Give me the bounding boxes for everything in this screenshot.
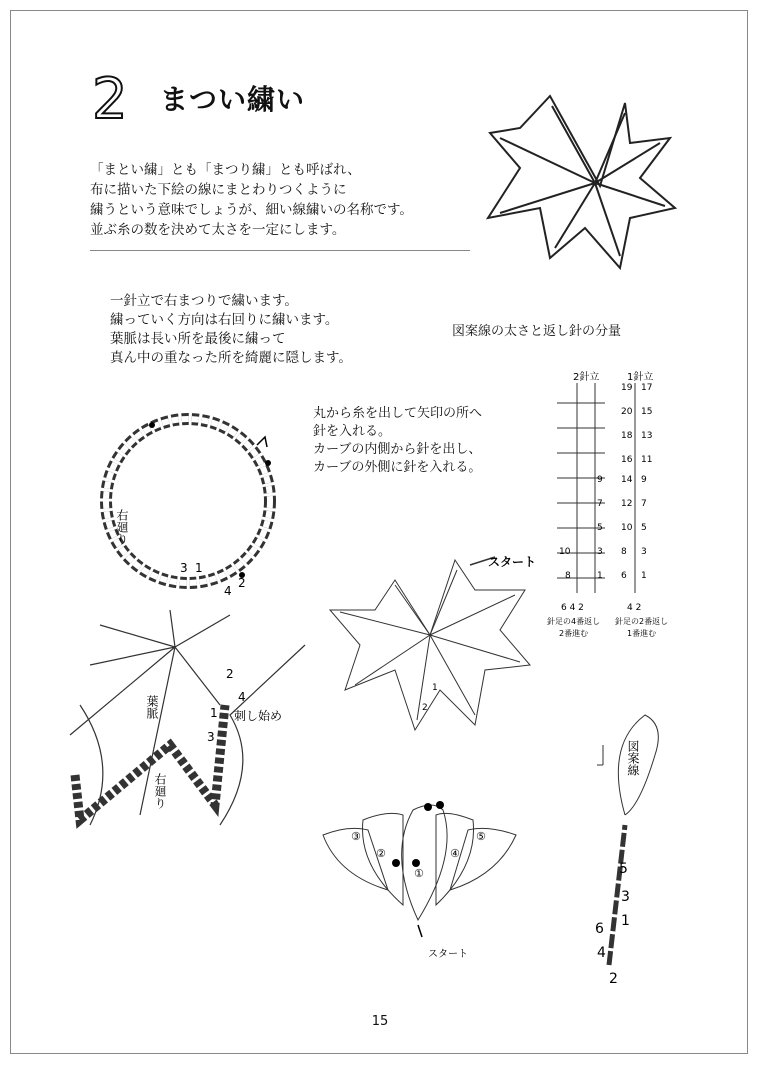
gauge-num: 3	[641, 547, 647, 557]
page-number: 15	[371, 1014, 389, 1029]
gauge-num: 8	[621, 547, 627, 557]
design-num: 1	[621, 913, 630, 929]
gauge-title: 図案線の太さと返し針の分量	[452, 324, 622, 339]
gauge-num: 9	[641, 475, 647, 485]
maple-start-label: スタート	[488, 555, 537, 569]
design-num: 6	[595, 921, 604, 937]
intro-line: 繍うという意味でしょうが、細い線繍いの名称です。	[90, 202, 413, 218]
leaf-num-4: 4	[238, 690, 246, 704]
line-design-diagram	[585, 705, 675, 990]
gauge-num: 14	[621, 475, 633, 485]
gauge-num: 17	[641, 383, 653, 393]
page-title: まつい繍い	[160, 83, 306, 116]
step-line: 繍っていく方向は右回りに繍います。	[110, 312, 339, 328]
gauge-num: 15	[641, 407, 653, 417]
gauge-num: 7	[597, 499, 603, 509]
gauge-num: 19	[621, 383, 633, 393]
intro-line: 「まとい繍」とも「まつり繍」とも呼ばれ、	[90, 162, 361, 178]
petal-fan-diagram	[318, 795, 528, 965]
gauge-bottom-left: 6 4 2	[561, 603, 584, 613]
instruction-line: 丸から糸を出して矢印の所へ	[313, 406, 483, 421]
gauge-left-header: 2針立	[573, 372, 600, 383]
stitch-gauge-diagram	[545, 368, 680, 663]
step-line: 真ん中の重なった所を綺麗に隠します。	[110, 350, 352, 366]
intro-line: 布に描いた下絵の線にまとわりつくように	[90, 182, 347, 198]
petal-label-5: ⑤	[476, 830, 486, 843]
gauge-num: 16	[621, 455, 633, 465]
gauge-num: 10	[621, 523, 633, 533]
maple-leaf-illustration	[480, 88, 680, 278]
petal-label-3: ③	[351, 830, 361, 843]
step-instructions	[110, 292, 352, 368]
gauge-num: 1	[641, 571, 647, 581]
gauge-caption: 針足の2番返し	[615, 617, 669, 626]
ring-num-4: 4	[224, 584, 232, 598]
gauge-caption: 1番進む	[627, 629, 657, 638]
leaf-num-1: 1	[210, 706, 218, 720]
gauge-bottom-right: 4 2	[627, 603, 642, 613]
vein-label: 葉脈	[145, 695, 159, 719]
gauge-num: 5	[597, 523, 603, 533]
design-num: 4	[597, 945, 606, 961]
maple-num-1: 1	[432, 683, 438, 693]
leaf-num-2: 2	[226, 667, 234, 681]
leaf-detail-diagram	[60, 605, 320, 835]
ring-num-2: 2	[238, 576, 246, 590]
ring-stitch-diagram	[92, 405, 292, 605]
design-num: 2	[609, 971, 618, 987]
circle-instructions	[313, 405, 482, 477]
petal-start-label: スタート	[428, 949, 468, 960]
ring-direction-label: 右廻り	[115, 509, 129, 545]
gauge-right-header: 1針立	[627, 372, 654, 383]
gauge-caption: 2番進む	[559, 629, 589, 638]
gauge-caption: 針足の4番返し	[547, 617, 601, 626]
chapter-number: 2	[92, 67, 128, 132]
gauge-num: 12	[621, 499, 633, 509]
design-line-label: 図案線	[626, 740, 640, 776]
design-num: 5	[619, 861, 628, 877]
gauge-num: 7	[641, 499, 647, 509]
step-line: 葉脈は長い所を最後に繍って	[110, 331, 286, 347]
gauge-num: 13	[641, 431, 653, 441]
gauge-num: 5	[641, 523, 647, 533]
divider	[90, 250, 470, 251]
gauge-num: 9	[597, 475, 603, 485]
ring-num-1: 1	[195, 561, 203, 575]
leaf-direction-label: 右廻り	[153, 773, 167, 809]
gauge-num: 6	[621, 571, 627, 581]
instruction-line: カーブの外側に針を入れる。	[313, 460, 482, 475]
gauge-num: 8	[565, 571, 571, 581]
leaf-num-3: 3	[207, 730, 215, 744]
gauge-num: 20	[621, 407, 633, 417]
petal-label-2: ②	[376, 847, 386, 860]
ring-num-3: 3	[180, 561, 188, 575]
gauge-num: 18	[621, 431, 633, 441]
petal-label-1: ①	[414, 867, 424, 880]
intro-paragraph	[90, 160, 470, 240]
intro-line: 並ぶ糸の数を決めて太さを一定にします。	[90, 222, 346, 238]
instruction-line: カーブの内側から針を出し、	[313, 442, 482, 457]
gauge-num: 3	[597, 547, 603, 557]
start-label: 刺し始め	[234, 709, 283, 723]
instruction-line: 針を入れる。	[313, 424, 392, 439]
step-line: 一針立で右まつりで繍います。	[110, 293, 298, 309]
maple-num-2: 2	[422, 703, 428, 713]
gauge-num: 10	[559, 547, 571, 557]
gauge-num: 11	[641, 455, 653, 465]
maple-center-diagram	[325, 550, 555, 740]
design-num: 3	[621, 889, 630, 905]
petal-label-4: ④	[450, 847, 460, 860]
gauge-num: 1	[597, 571, 603, 581]
